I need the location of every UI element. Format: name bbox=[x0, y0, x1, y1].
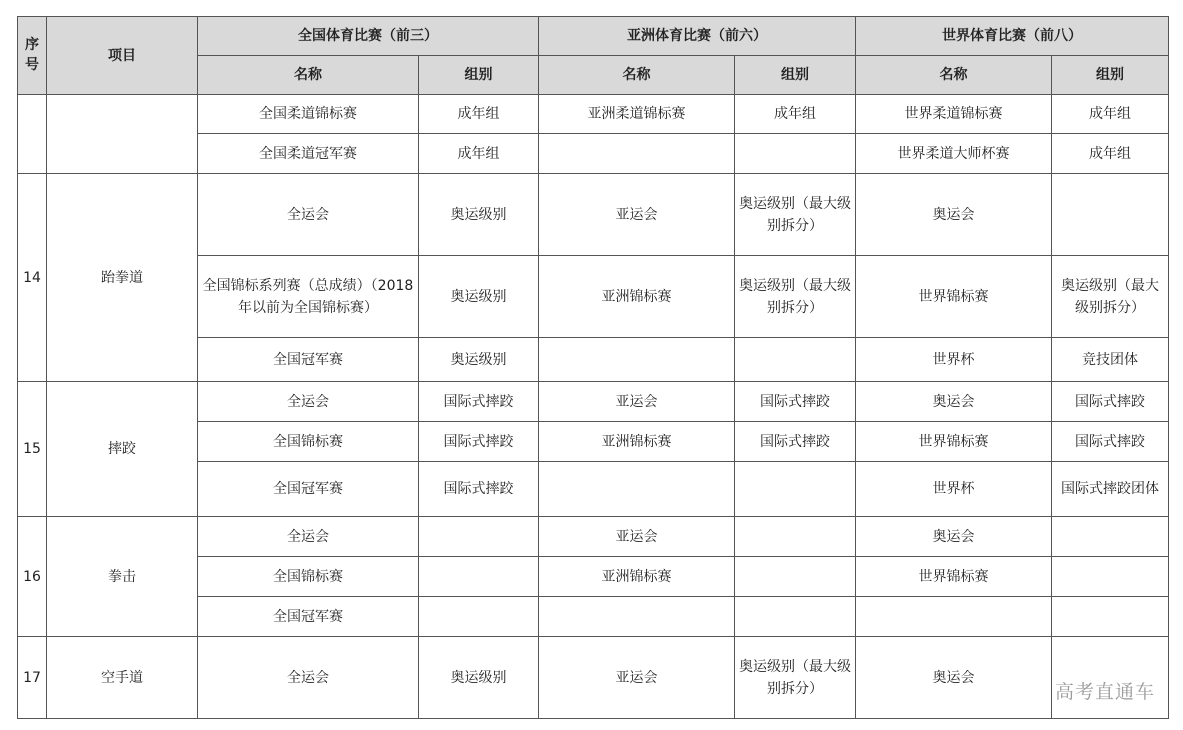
header-world-group: 组别 bbox=[1052, 56, 1169, 95]
header-world: 世界体育比赛（前八） bbox=[856, 17, 1169, 56]
table-row bbox=[18, 382, 1169, 422]
cell-asia-name: 亚运会 bbox=[539, 174, 735, 256]
cell-asia-name: 亚运会 bbox=[539, 517, 735, 557]
cell-asia-group: 国际式摔跤 bbox=[735, 422, 856, 462]
row-item: 跆拳道 bbox=[47, 174, 198, 382]
cell-national-name: 全运会 bbox=[198, 382, 419, 422]
cell-world-group: 竞技团体 bbox=[1052, 338, 1169, 382]
cell-asia-name: 亚洲柔道锦标赛 bbox=[539, 95, 735, 134]
cell-world-name: 世界柔道锦标赛 bbox=[856, 95, 1052, 134]
cell-world-group bbox=[1052, 174, 1169, 256]
cell-national-group bbox=[419, 517, 539, 557]
header-national-name: 名称 bbox=[198, 56, 419, 95]
cell-asia-group bbox=[735, 517, 856, 557]
row-seq bbox=[18, 95, 47, 174]
row-seq: 14 bbox=[18, 174, 47, 382]
cell-asia-name: 亚运会 bbox=[539, 637, 735, 719]
cell-national-name: 全国锦标系列赛（总成绩）（2018 年以前为全国锦标赛） bbox=[198, 256, 419, 338]
competition-table bbox=[17, 16, 1169, 719]
table-row bbox=[18, 174, 1169, 256]
header-national: 全国体育比赛（前三） bbox=[198, 17, 539, 56]
cell-national-group: 国际式摔跤 bbox=[419, 382, 539, 422]
cell-world-name bbox=[856, 597, 1052, 637]
cell-world-name: 奥运会 bbox=[856, 382, 1052, 422]
cell-world-name: 奥运会 bbox=[856, 517, 1052, 557]
header-seq: 序号 bbox=[18, 17, 47, 95]
cell-asia-group: 国际式摔跤 bbox=[735, 382, 856, 422]
cell-national-name: 全国锦标赛 bbox=[198, 422, 419, 462]
row-seq: 17 bbox=[18, 637, 47, 719]
cell-national-name: 全国冠军赛 bbox=[198, 338, 419, 382]
cell-world-name: 世界锦标赛 bbox=[856, 422, 1052, 462]
cell-national-name: 全运会 bbox=[198, 637, 419, 719]
table-row bbox=[18, 517, 1169, 557]
cell-national-name: 全国柔道冠军赛 bbox=[198, 134, 419, 174]
cell-world-name: 奥运会 bbox=[856, 637, 1052, 719]
cell-asia-name: 亚洲锦标赛 bbox=[539, 422, 735, 462]
cell-asia-name: 亚洲锦标赛 bbox=[539, 256, 735, 338]
cell-national-group: 国际式摔跤 bbox=[419, 422, 539, 462]
cell-national-group: 成年组 bbox=[419, 134, 539, 174]
header-asia-group: 组别 bbox=[735, 56, 856, 95]
cell-world-name: 世界柔道大师杯赛 bbox=[856, 134, 1052, 174]
cell-national-group: 奥运级别 bbox=[419, 338, 539, 382]
cell-world-group bbox=[1052, 557, 1169, 597]
cell-national-name: 全国锦标赛 bbox=[198, 557, 419, 597]
row-item: 空手道 bbox=[47, 637, 198, 719]
cell-world-group: 成年组 bbox=[1052, 134, 1169, 174]
cell-national-group: 成年组 bbox=[419, 95, 539, 134]
row-item: 摔跤 bbox=[47, 382, 198, 517]
row-seq: 16 bbox=[18, 517, 47, 637]
cell-world-group bbox=[1052, 597, 1169, 637]
cell-asia-name bbox=[539, 134, 735, 174]
cell-national-name: 全运会 bbox=[198, 174, 419, 256]
cell-national-group: 奥运级别 bbox=[419, 256, 539, 338]
cell-asia-group bbox=[735, 597, 856, 637]
cell-asia-name: 亚运会 bbox=[539, 382, 735, 422]
cell-asia-group: 奥运级别（最大级别拆分） bbox=[735, 174, 856, 256]
cell-national-group bbox=[419, 557, 539, 597]
cell-world-name: 世界杯 bbox=[856, 462, 1052, 517]
header-item: 项目 bbox=[47, 17, 198, 95]
cell-national-group: 奥运级别 bbox=[419, 174, 539, 256]
cell-world-group: 国际式摔跤团体 bbox=[1052, 462, 1169, 517]
row-item bbox=[47, 95, 198, 174]
cell-asia-group: 奥运级别（最大级别拆分） bbox=[735, 637, 856, 719]
header-asia-name: 名称 bbox=[539, 56, 735, 95]
table-row bbox=[18, 95, 1169, 134]
cell-world-group: 国际式摔跤 bbox=[1052, 422, 1169, 462]
cell-world-name: 世界杯 bbox=[856, 338, 1052, 382]
cell-world-group bbox=[1052, 517, 1169, 557]
row-seq: 15 bbox=[18, 382, 47, 517]
cell-asia-name bbox=[539, 597, 735, 637]
cell-asia-name bbox=[539, 462, 735, 517]
watermark: 高考直通车 bbox=[1054, 681, 1155, 703]
cell-asia-group: 奥运级别（最大级别拆分） bbox=[735, 256, 856, 338]
cell-national-group: 国际式摔跤 bbox=[419, 462, 539, 517]
cell-asia-group bbox=[735, 462, 856, 517]
cell-asia-name bbox=[539, 338, 735, 382]
cell-national-name: 全国冠军赛 bbox=[198, 462, 419, 517]
cell-world-group: 国际式摔跤 bbox=[1052, 382, 1169, 422]
cell-world-name: 奥运会 bbox=[856, 174, 1052, 256]
header-national-group: 组别 bbox=[419, 56, 539, 95]
cell-asia-name: 亚洲锦标赛 bbox=[539, 557, 735, 597]
header-asia: 亚洲体育比赛（前六） bbox=[539, 17, 856, 56]
cell-national-name: 全运会 bbox=[198, 517, 419, 557]
table-row bbox=[18, 637, 1169, 719]
cell-national-name: 全国柔道锦标赛 bbox=[198, 95, 419, 134]
row-item: 拳击 bbox=[47, 517, 198, 637]
header-world-name: 名称 bbox=[856, 56, 1052, 95]
cell-world-name: 世界锦标赛 bbox=[856, 557, 1052, 597]
cell-world-group: 成年组 bbox=[1052, 95, 1169, 134]
cell-asia-group: 成年组 bbox=[735, 95, 856, 134]
cell-asia-group bbox=[735, 557, 856, 597]
cell-asia-group bbox=[735, 134, 856, 174]
cell-world-name: 世界锦标赛 bbox=[856, 256, 1052, 338]
cell-national-group: 奥运级别 bbox=[419, 637, 539, 719]
cell-world-group: 奥运级别（最大级别拆分） bbox=[1052, 256, 1169, 338]
cell-national-group bbox=[419, 597, 539, 637]
cell-asia-group bbox=[735, 338, 856, 382]
cell-national-name: 全国冠军赛 bbox=[198, 597, 419, 637]
